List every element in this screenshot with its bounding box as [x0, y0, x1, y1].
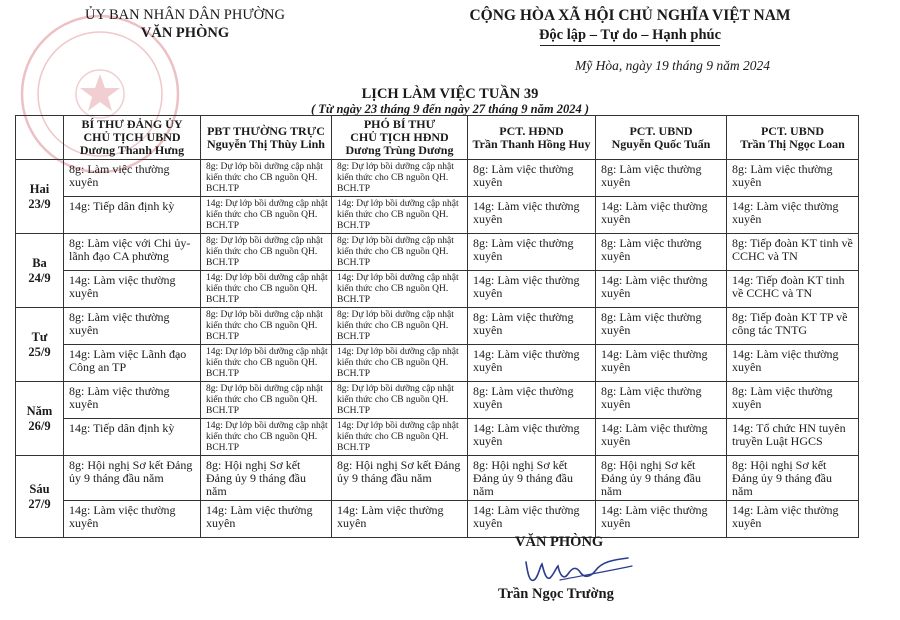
schedule-cell: 14g: Dự lớp bồi dưỡng cập nhật kiến thức cho CB nguồn QH. BCH.TP	[201, 419, 332, 456]
schedule-cell: 8g: Làm việc thường xuyên	[596, 382, 727, 419]
schedule-cell: 8g: Hội nghị Sơ kết Đảng ủy 9 tháng đầu năm	[332, 456, 468, 501]
schedule-cell: 14g: Làm việc thường xuyên	[64, 271, 201, 308]
column-header-1	[64, 116, 201, 160]
footer-office: VĂN PHÒNG	[515, 534, 604, 550]
schedule-cell: 14g: Dự lớp bồi dưỡng cập nhật kiến thức cho CB nguồn QH. BCH.TP	[201, 345, 332, 382]
schedule-cell: 8g: Hội nghị Sơ kết Đảng ủy 9 tháng đầu năm	[727, 456, 859, 501]
schedule-cell: 8g: Làm việc thường xuyên	[64, 382, 201, 419]
schedule-cell: 8g: Làm việc thường xuyên	[468, 308, 596, 345]
office-name: VĂN PHÒNG	[140, 25, 230, 41]
column-person-name: Nguyễn Quốc Tuấn	[611, 136, 711, 151]
handwritten-signature	[520, 550, 640, 590]
schedule-cell: 14g: Dự lớp bồi dưỡng cập nhật kiến thức cho CB nguồn QH. BCH.TP	[201, 271, 332, 308]
table-row	[16, 419, 859, 456]
column-position-secondary: CHỦ TỊCH HĐND	[350, 130, 449, 144]
schedule-cell: 8g: Làm việc thường xuyên	[64, 308, 201, 345]
table-row	[16, 197, 859, 234]
schedule-cell: 8g: Dự lớp bồi dưỡng cập nhật kiến thức cho CB nguồn QH. BCH.TP	[332, 308, 468, 345]
schedule-cell: 14g: Dự lớp bồi dưỡng cập nhật kiến thức cho CB nguồn QH. BCH.TP	[201, 197, 332, 234]
schedule-cell: 14g: Làm việc thường xuyên	[596, 345, 727, 382]
column-position: PCT. HĐND	[499, 123, 564, 138]
day-cell	[16, 160, 64, 234]
column-position-secondary: CHỦ TỊCH UBND	[83, 130, 181, 144]
column-person-name: Dương Thanh Hưng	[79, 143, 185, 157]
schedule-cell: 14g: Làm việc thường xuyên	[468, 419, 596, 456]
table-row	[16, 501, 859, 538]
day-cell	[16, 234, 64, 308]
schedule-cell: 8g: Làm việc thường xuyên	[468, 382, 596, 419]
schedule-cell: 14g: Tiếp dân định kỳ	[64, 419, 201, 456]
schedule-cell: 8g: Hội nghị Sơ kết Đảng ủy 9 tháng đầu năm	[468, 456, 596, 501]
schedule-cell: 14g: Làm việc thường xuyên	[468, 501, 596, 538]
schedule-cell: 14g: Tiếp dân định kỳ	[64, 197, 201, 234]
table-row	[16, 382, 859, 419]
day-date: 23/9	[28, 196, 51, 211]
day-date: 26/9	[28, 418, 51, 433]
schedule-cell: 8g: Làm việc thường xuyên	[64, 160, 201, 197]
issuing-authority	[60, 6, 310, 42]
table-row	[16, 345, 859, 382]
signer-name: Trần Ngọc Trường	[498, 586, 614, 602]
schedule-cell: 14g: Làm việc thường xuyên	[727, 501, 859, 538]
column-position: PCT. UBND	[629, 123, 693, 138]
day-date: 27/9	[28, 496, 51, 511]
table-row	[16, 308, 859, 345]
national-header	[410, 6, 850, 46]
schedule-cell: 8g: Tiếp đoàn KT tinh về CCHC và TN	[727, 234, 859, 271]
schedule-cell: 14g: Làm việc thường xuyên	[468, 345, 596, 382]
day-cell	[16, 456, 64, 538]
schedule-cell: 14g: Làm việc thường xuyên	[332, 501, 468, 538]
column-person-name: Dương Trùng Dương	[345, 143, 454, 157]
day-name: Ba	[32, 255, 47, 270]
table-row	[16, 456, 859, 501]
day-cell	[16, 382, 64, 456]
corner-cell	[16, 116, 64, 160]
schedule-cell: 14g: Dự lớp bồi dưỡng cập nhật kiến thức cho CB nguồn QH. BCH.TP	[332, 197, 468, 234]
schedule-cell: 14g: Tổ chức HN tuyên truyền Luật HGCS	[727, 419, 859, 456]
national-motto: Độc lập – Tự do – Hạnh phúc	[538, 27, 722, 43]
column-header-6	[727, 116, 859, 160]
schedule-cell: 14g: Dự lớp bồi dưỡng cập nhật kiến thức cho CB nguồn QH. BCH.TP	[332, 345, 468, 382]
schedule-cell: 8g: Dự lớp bồi dưỡng cập nhật kiến thức cho CB nguồn QH. BCH.TP	[201, 308, 332, 345]
schedule-cell: 8g: Làm việc thường xuyên	[727, 160, 859, 197]
country-name: CỘNG HÒA XÃ HỘI CHỦ NGHĨA VIỆT NAM	[469, 7, 791, 24]
schedule-cell: 14g: Làm việc thường xuyên	[596, 419, 727, 456]
column-position: PCT. UBND	[760, 123, 825, 138]
schedule-cell: 8g: Làm việc thường xuyên	[596, 234, 727, 271]
day-name: Tư	[31, 329, 48, 344]
column-header-3	[332, 116, 468, 160]
table-row	[16, 234, 859, 271]
schedule-cell: 8g: Hội nghị Sơ kết Đảng ủy 9 tháng đầu năm	[64, 456, 201, 501]
day-date: 25/9	[28, 344, 51, 359]
schedule-body	[16, 160, 859, 538]
document-title: LỊCH LÀM VIỆC TUẦN 39	[361, 86, 539, 102]
schedule-cell: 8g: Làm việc thường xuyên	[727, 382, 859, 419]
schedule-cell: 8g: Dự lớp bồi dưỡng cập nhật kiến thức cho CB nguồn QH. BCH.TP	[201, 234, 332, 271]
table-row	[16, 271, 859, 308]
column-position: PHÓ BÍ THƯ	[363, 117, 436, 131]
column-header-2	[201, 116, 332, 160]
schedule-cell: 8g: Làm việc thường xuyên	[596, 308, 727, 345]
schedule-cell: 14g: Làm việc thường xuyên	[468, 197, 596, 234]
schedule-table	[15, 115, 859, 538]
table-row	[16, 160, 859, 197]
schedule-cell: 8g: Dự lớp bồi dưỡng cập nhật kiến thức cho CB nguồn QH. BCH.TP	[332, 234, 468, 271]
day-name: Sáu	[29, 481, 50, 496]
schedule-cell: 8g: Làm việc thường xuyên	[468, 160, 596, 197]
schedule-cell: 8g: Hội nghị Sơ kết Đảng ủy 9 tháng đầu năm	[201, 456, 332, 501]
schedule-cell: 14g: Làm việc thường xuyên	[727, 197, 859, 234]
schedule-cell: 8g: Dự lớp bồi dưỡng cập nhật kiến thức cho CB nguồn QH. BCH.TP	[201, 160, 332, 197]
schedule-cell: 14g: Dự lớp bồi dưỡng cập nhật kiến thức cho CB nguồn QH. BCH.TP	[332, 419, 468, 456]
document-subtitle: ( Từ ngày 23 tháng 9 đến ngày 27 tháng 9 năm 2024 )	[310, 102, 589, 116]
schedule-cell: 8g: Tiếp đoàn KT TP về công tác TNTG	[727, 308, 859, 345]
column-position: PBT THƯỜNG TRỰC	[207, 123, 325, 138]
column-header-5	[596, 116, 727, 160]
schedule-cell: 14g: Dự lớp bồi dưỡng cập nhật kiến thức cho CB nguồn QH. BCH.TP	[332, 271, 468, 308]
day-cell	[16, 308, 64, 382]
day-name: Năm	[26, 403, 53, 418]
schedule-cell: 14g: Làm việc thường xuyên	[64, 501, 201, 538]
schedule-header-row	[16, 116, 859, 160]
schedule-cell: 14g: Làm việc thường xuyên	[596, 197, 727, 234]
column-person-name: Nguyễn Thị Thùy Linh	[207, 136, 325, 151]
schedule-cell: 14g: Làm việc thường xuyên	[468, 271, 596, 308]
schedule-cell: 8g: Hội nghị Sơ kết Đảng ủy 9 tháng đầu năm	[596, 456, 727, 501]
column-position: BÍ THƯ ĐẢNG ỦY	[81, 117, 183, 131]
schedule-cell: 14g: Làm việc thường xuyên	[727, 345, 859, 382]
day-name: Hai	[29, 181, 50, 196]
schedule-cell: 8g: Làm việc thường xuyên	[596, 160, 727, 197]
schedule-cell: 14g: Làm việc Lãnh đạo Công an TP	[64, 345, 201, 382]
motto-underline	[540, 45, 720, 46]
day-date: 24/9	[28, 270, 51, 285]
column-person-name: Trần Thị Ngọc Loan	[740, 136, 845, 151]
schedule-cell: 8g: Làm việc với Chi ủy-lãnh đạo CA phường	[64, 234, 201, 271]
column-header-4	[468, 116, 596, 160]
schedule-cell: 14g: Tiếp đoàn KT tinh về CCHC và TN	[727, 271, 859, 308]
schedule-cell: 14g: Làm việc thường xuyên	[596, 501, 727, 538]
schedule-cell: 8g: Làm việc thường xuyên	[468, 234, 596, 271]
document-date: Mỹ Hòa, ngày 19 tháng 9 năm 2024	[575, 58, 770, 73]
schedule-cell: 8g: Dự lớp bồi dưỡng cập nhật kiến thức cho CB nguồn QH. BCH.TP	[201, 382, 332, 419]
authority-name: ỦY BAN NHÂN DÂN PHƯỜNG	[84, 7, 286, 23]
schedule-cell: 14g: Làm việc thường xuyên	[201, 501, 332, 538]
schedule-cell: 14g: Làm việc thường xuyên	[596, 271, 727, 308]
column-person-name: Trần Thanh Hồng Huy	[472, 136, 591, 151]
schedule-cell: 8g: Dự lớp bồi dưỡng cập nhật kiến thức cho CB nguồn QH. BCH.TP	[332, 160, 468, 197]
schedule-cell: 8g: Dự lớp bồi dưỡng cập nhật kiến thức cho CB nguồn QH. BCH.TP	[332, 382, 468, 419]
